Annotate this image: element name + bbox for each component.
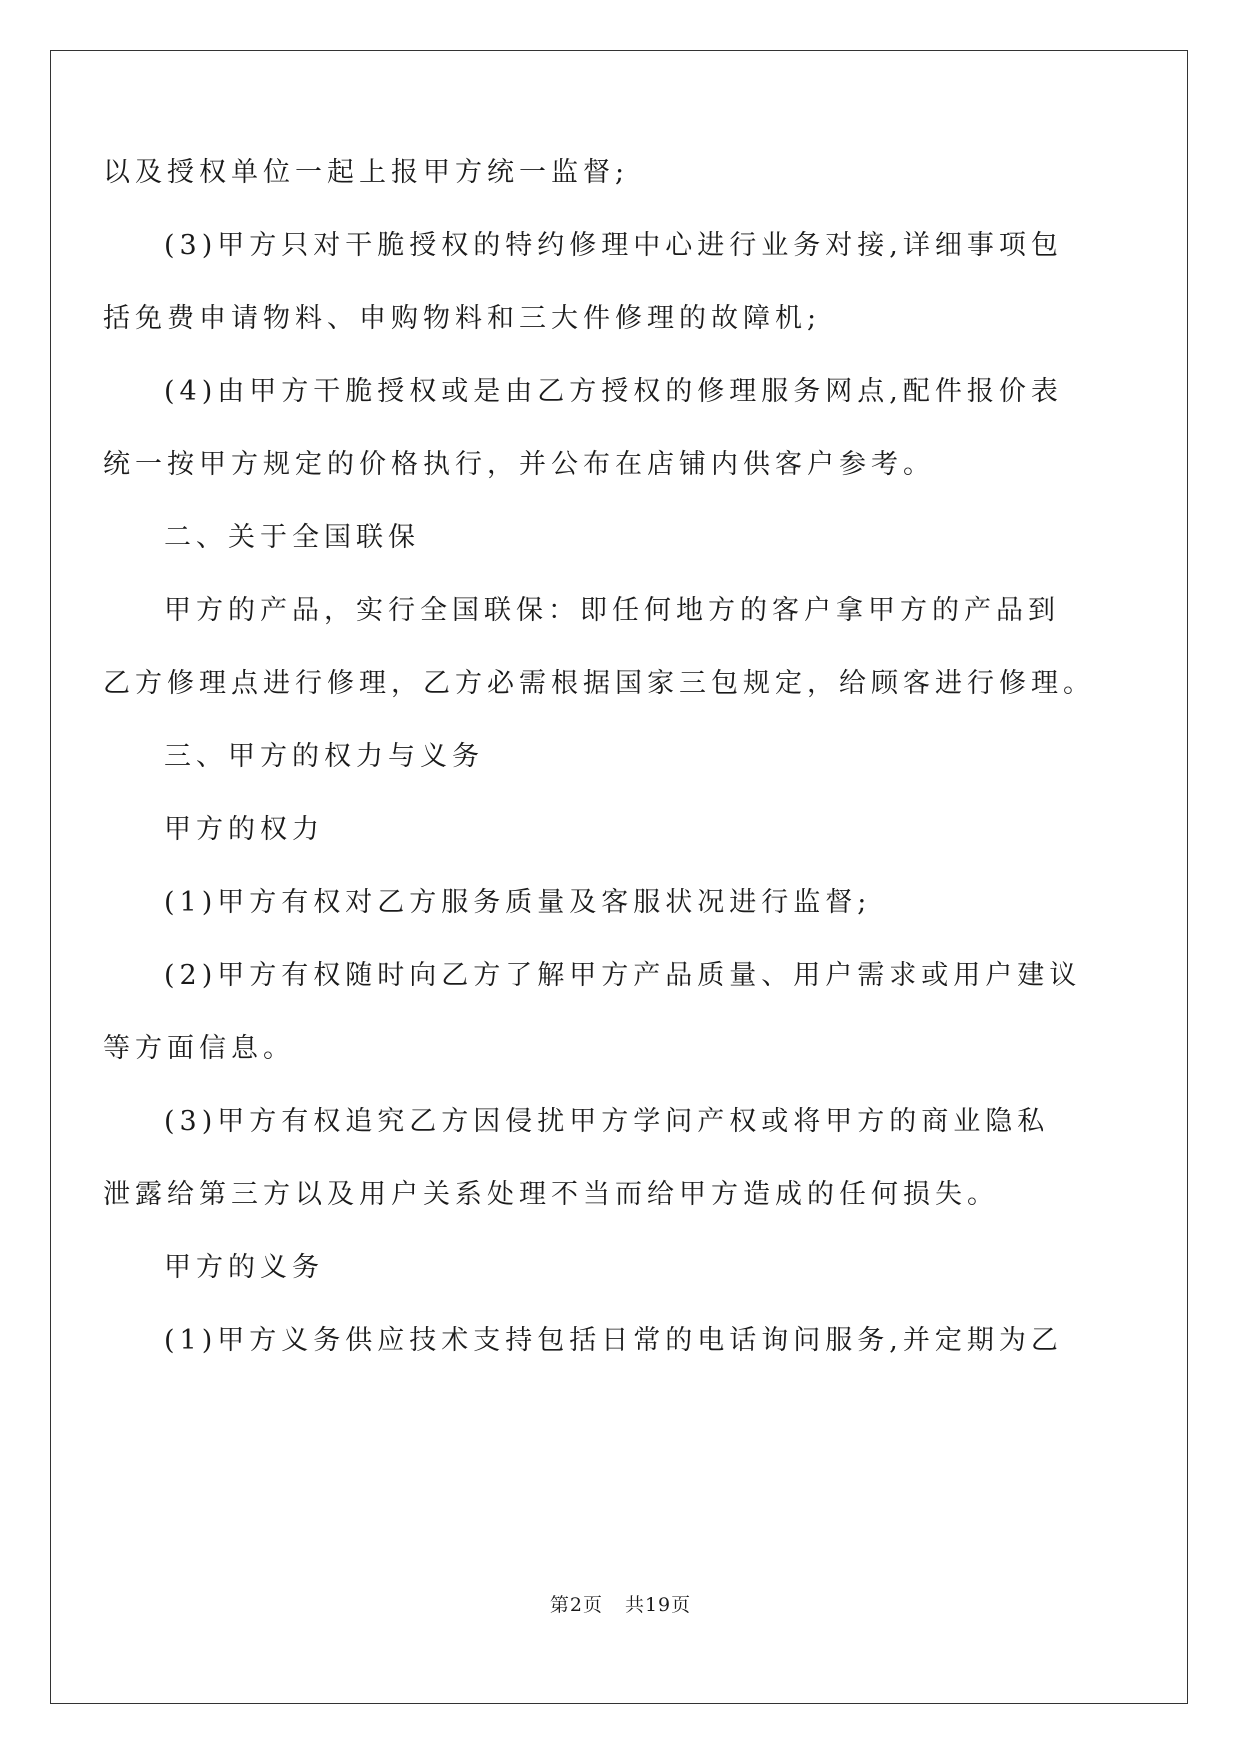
text-line: (1)甲方义务供应技术支持包括日常的电话询问服务,并定期为乙 xyxy=(164,1325,1063,1356)
page-number: 第2页 xyxy=(549,1594,603,1616)
text-line: (4)由甲方干脆授权或是由乙方授权的修理服务网点,配件报价表 xyxy=(164,376,1063,407)
text-line: (3)甲方有权追究乙方因侵扰甲方学问产权或将甲方的商业隐私 xyxy=(164,1106,1050,1137)
text-line: 以及授权单位一起上报甲方统一监督; xyxy=(103,157,630,188)
text-line: 泄露给第三方以及用户关系处理不当而给甲方造成的任何损失。 xyxy=(103,1179,999,1210)
page-border xyxy=(50,50,1188,1704)
text-line: 甲方的产品，实行全国联保：即任何地方的客户拿甲方的产品到 xyxy=(164,595,1060,626)
text-line: (2)甲方有权随时向乙方了解甲方产品质量、用户需求或用户建议 xyxy=(164,960,1082,991)
text-line: 括免费申请物料、申购物料和三大件修理的故障机; xyxy=(103,303,822,334)
text-line: 乙方修理点进行修理，乙方必需根据国家三包规定，给顾客进行修理。 xyxy=(103,668,1095,699)
subsection-heading: 甲方的权力 xyxy=(164,814,324,845)
section-heading: 二、关于全国联保 xyxy=(164,522,420,553)
text-line: 等方面信息。 xyxy=(103,1033,295,1064)
page-total: 共19页 xyxy=(624,1594,692,1616)
subsection-heading: 甲方的义务 xyxy=(164,1252,324,1283)
text-line: (3)甲方只对干脆授权的特约修理中心进行业务对接,详细事项包 xyxy=(164,230,1063,261)
page-footer xyxy=(0,1590,1241,1617)
text-line: 统一按甲方规定的价格执行，并公布在店铺内供客户参考。 xyxy=(103,449,935,480)
text-line: (1)甲方有权对乙方服务质量及客服状况进行监督; xyxy=(164,887,872,918)
section-heading: 三、甲方的权力与义务 xyxy=(164,741,484,772)
